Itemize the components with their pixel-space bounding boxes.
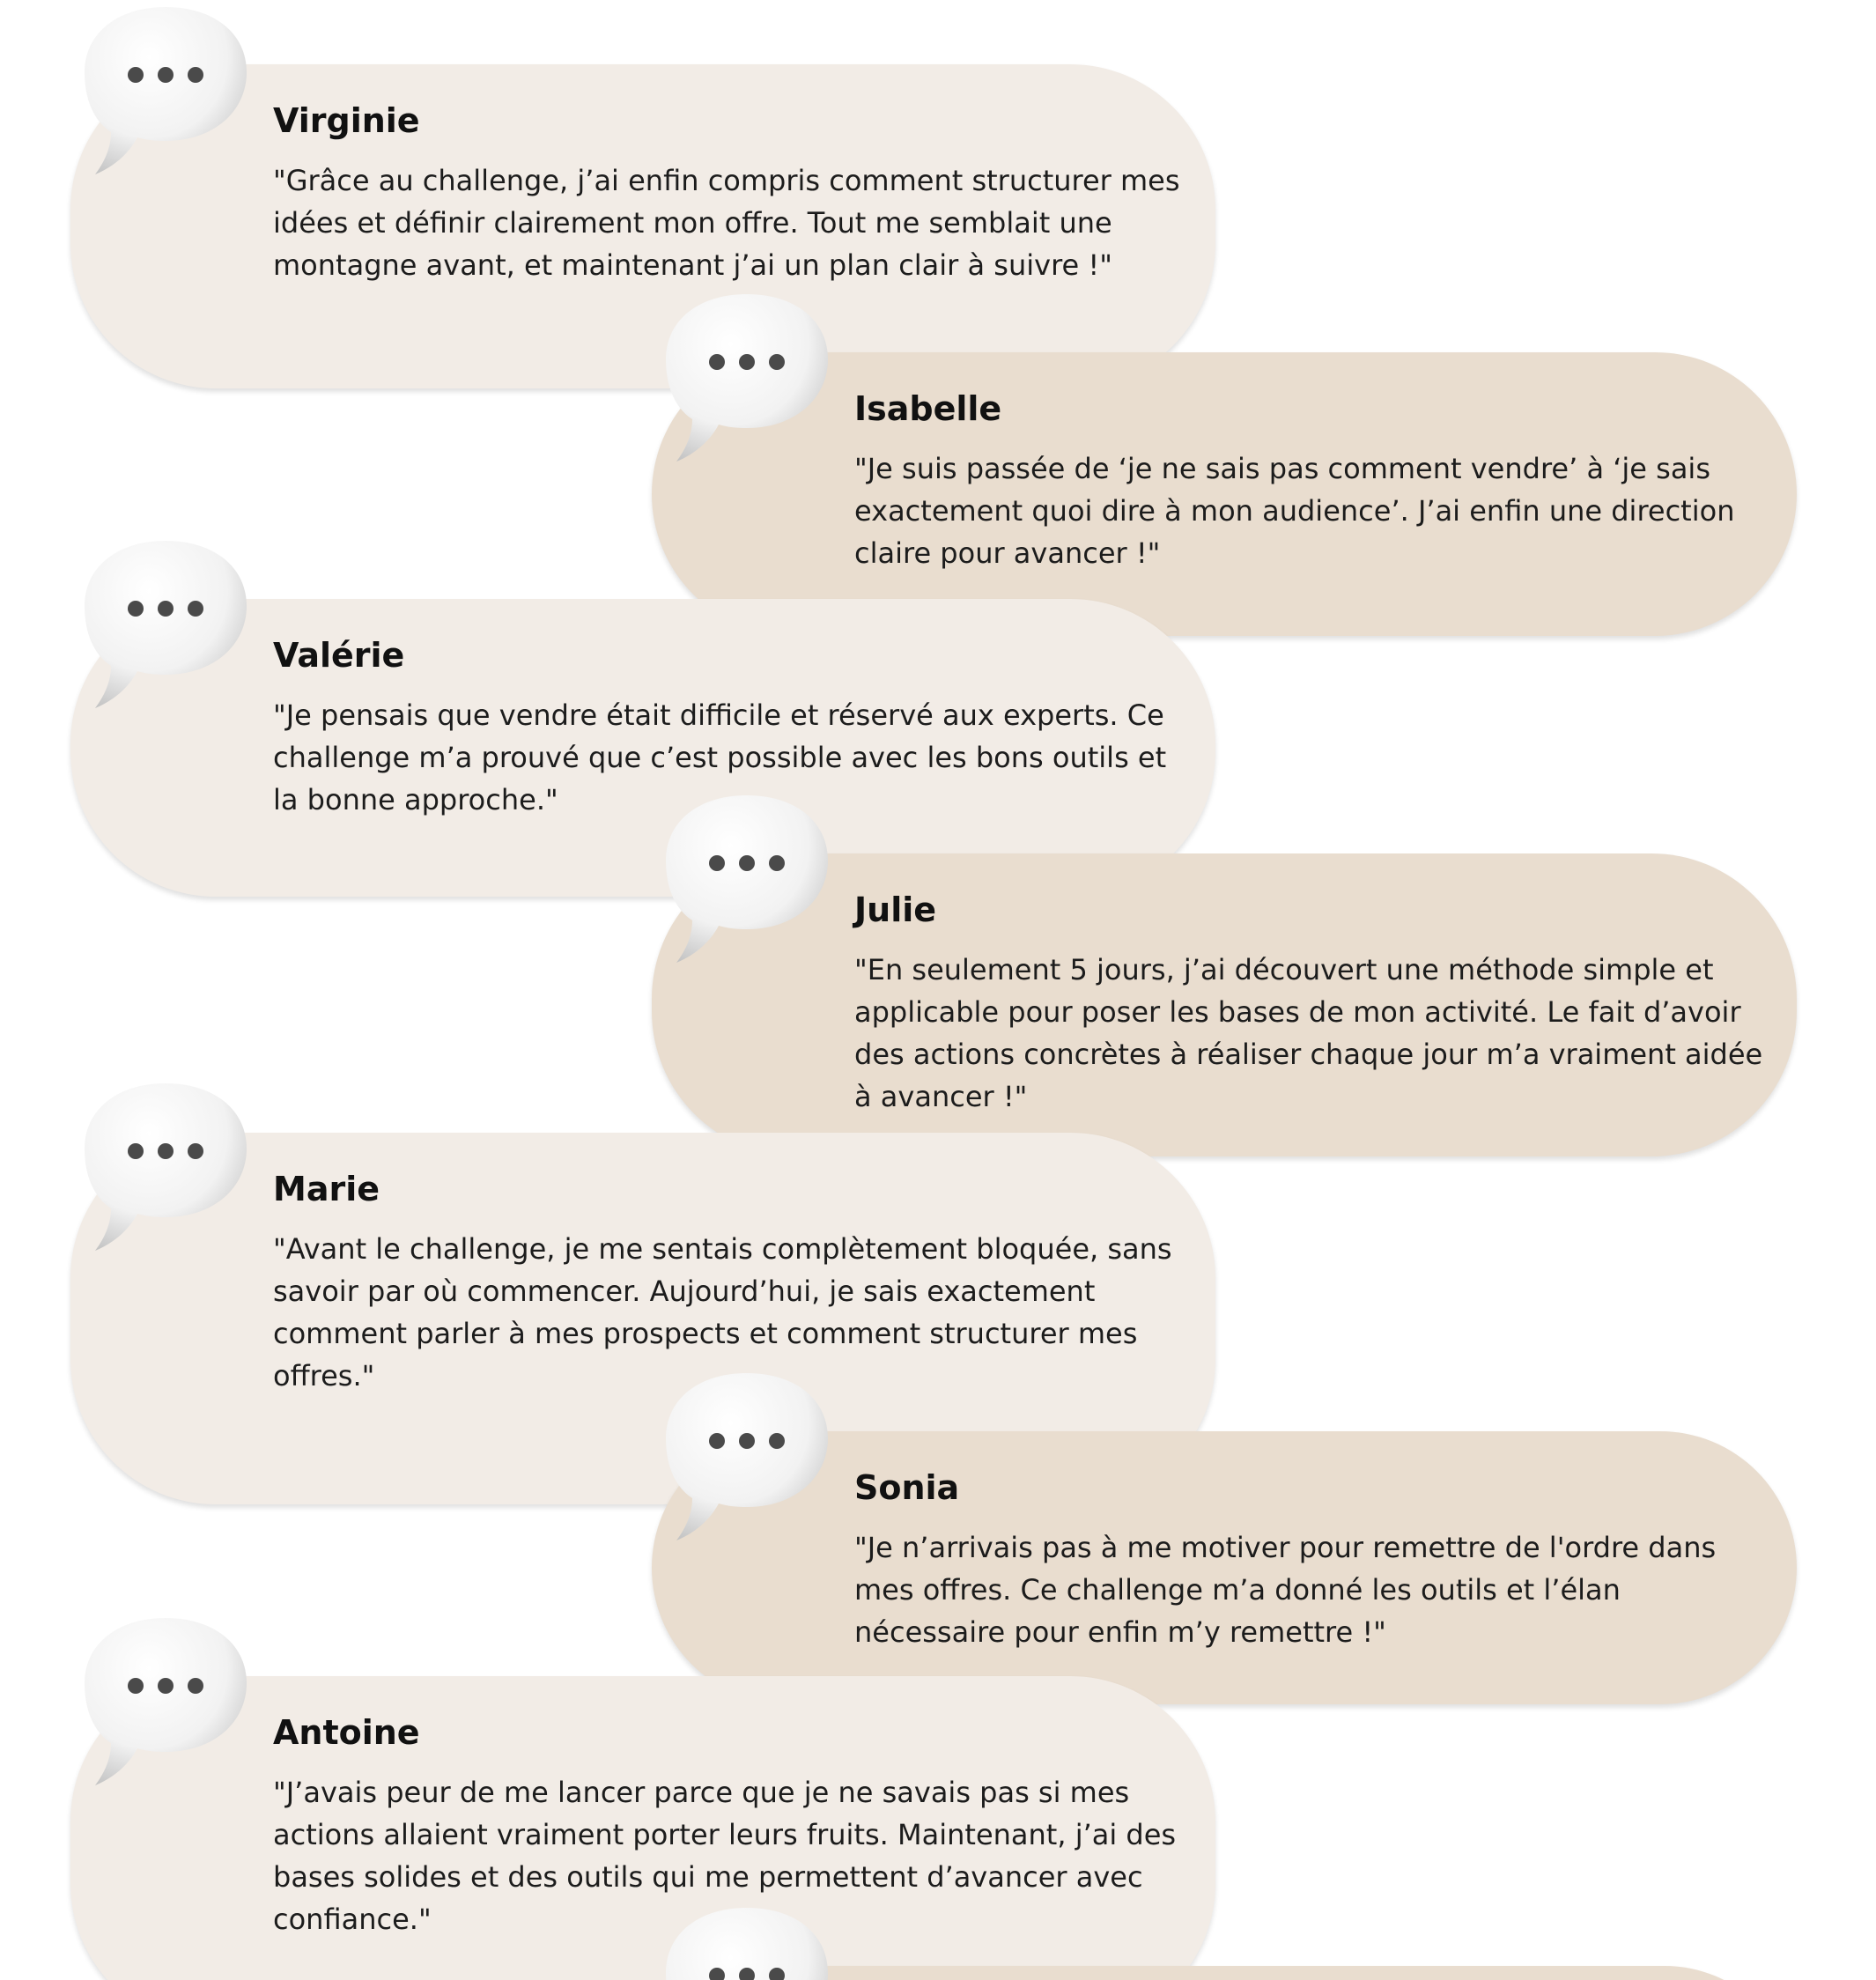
testimonial-name: Virginie	[273, 101, 420, 140]
speech-bubble-icon	[78, 534, 254, 710]
testimonial-quote: "Grâce au challenge, j’ai enfin compris comment structurer mes idées et définir clairement mon offre. Tout me semblait une montagne avant, et maintenant j’ai un plan clair à suivre !"	[273, 164, 1180, 282]
testimonial-quote: "J’avais peur de me lancer parce que je ne savais pas si mes actions allaient vraiment porter leurs fruits. Maintenant, j’ai des bases solides et des outils qui me permettent d’avancer avec confiance."	[273, 1776, 1177, 1936]
speech-bubble-icon	[659, 788, 835, 964]
testimonial-quote: "Je suis passée de ‘je ne sais pas comment vendre’ à ‘je sais exactement quoi dire à mon audience’. J’ai enfin une direction claire pour avancer !"	[854, 452, 1735, 570]
testimonial-name: Julie	[854, 890, 937, 929]
testimonial-quote: "Je n’arrivais pas à me motiver pour remettre de l'ordre dans mes offres. Ce challenge m’a donné les outils et l’élan nécessaire pour enfin m’y remettre !"	[854, 1531, 1717, 1649]
speech-bubble-icon	[659, 1901, 835, 1980]
testimonial-name: Marie	[273, 1170, 380, 1208]
speech-bubble-icon	[78, 1611, 254, 1787]
testimonial-quote: "Je pensais que vendre était difficile et réservé aux experts. Ce challenge m’a prouvé que c’est possible avec les bons outils et la bonne approche."	[273, 698, 1167, 816]
testimonial-quote: "En seulement 5 jours, j’ai découvert une méthode simple et applicable pour poser les bases de mon activité. Le fait d’avoir des actions concrètes à réaliser chaque jour m’a vraiment aidée à avancer !"	[854, 953, 1763, 1113]
testimonial-name: Antoine	[273, 1713, 420, 1752]
speech-bubble-icon	[659, 1366, 835, 1542]
speech-bubble-icon	[78, 1076, 254, 1252]
testimonial-quote: "Avant le challenge, je me sentais complètement bloquée, sans savoir par où commencer. Aujourd’hui, je sais exactement comment parler à mes prospects et comment structurer mes offres."	[273, 1232, 1172, 1393]
testimonial-name: Isabelle	[854, 389, 1002, 428]
speech-bubble-icon	[659, 287, 835, 463]
testimonial-name: Valérie	[273, 636, 405, 675]
testimonial-name: Sonia	[854, 1468, 960, 1507]
speech-bubble-icon	[78, 0, 254, 176]
